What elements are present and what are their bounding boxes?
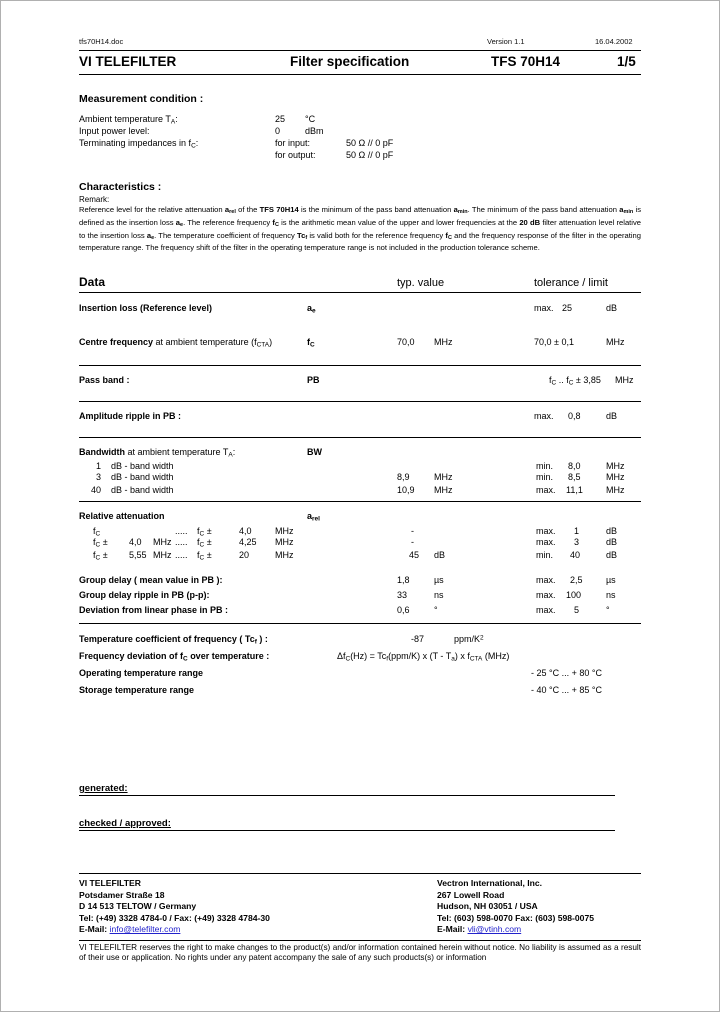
vectron-email-label: E-Mail: bbox=[437, 924, 468, 935]
centre-frequency-typ-value: 70,0 bbox=[397, 336, 415, 347]
title-bar bbox=[79, 51, 641, 74]
table-row-storage-temperature bbox=[79, 685, 641, 702]
bandwidth-40db-tol-unit: MHz bbox=[606, 484, 625, 495]
bandwidth-1db-tol-value: 8,0 bbox=[568, 460, 581, 471]
frequency-deviation-label: Frequency deviation of $f_C$ over temperature : bbox=[79, 650, 270, 663]
linear-phase-deviation-tol-unit: ° bbox=[606, 604, 610, 615]
bandwidth-label: Bandwidth at ambient temperature $T_A$: bbox=[79, 446, 236, 459]
characteristics-heading: Characteristics : bbox=[79, 181, 162, 193]
rel-att-2-start-unit: MHz bbox=[153, 536, 172, 547]
table-row-group-delay-mean bbox=[79, 575, 641, 590]
impedance-output-value: 50 Ω // 0 pF bbox=[346, 150, 394, 160]
table-row-temperature-coefficient bbox=[79, 634, 641, 651]
rel-att-3-start-unit: MHz bbox=[153, 549, 172, 560]
bandwidth-3db-tol-unit: MHz bbox=[606, 471, 625, 482]
telefilter-email-label: E-Mail: bbox=[79, 924, 110, 935]
frequency-deviation-formula: $\Delta f_C(Hz) = Tc_f(ppm/K)$ x $(T - T_a)$ x $f_{CTA}$ (MHz) bbox=[337, 650, 510, 663]
measurement-row-impedance-input bbox=[79, 137, 641, 149]
group-delay-ripple-tol-unit: ns bbox=[606, 589, 616, 600]
vectron-email-row bbox=[437, 924, 594, 936]
linear-phase-deviation-typ-unit: ° bbox=[434, 604, 438, 615]
remark-label: Remark: bbox=[79, 195, 110, 204]
bandwidth-3db-index: 3 bbox=[95, 471, 101, 482]
bandwidth-3db-label: dB - band width bbox=[111, 471, 174, 482]
group-delay-mean-typ-value: 1,8 bbox=[397, 574, 410, 585]
operating-temperature-label: Operating temperature range bbox=[79, 667, 204, 678]
model-number: TFS 70H14 bbox=[491, 54, 561, 69]
amplitude-ripple-tol-value: 0,8 bbox=[568, 410, 581, 421]
group-delay-mean-typ-unit: µs bbox=[434, 574, 444, 585]
rel-att-3-end-unit: MHz bbox=[275, 549, 294, 560]
ambient-temperature-unit: °C bbox=[305, 114, 316, 124]
rel-att-3-dots: ..... bbox=[175, 549, 188, 560]
telefilter-name: VI TELEFILTER bbox=[79, 877, 141, 888]
table-row-bandwidth-3db bbox=[79, 472, 641, 485]
table-row-operating-temperature bbox=[79, 668, 641, 685]
table-row-insertion-loss bbox=[79, 293, 641, 329]
bandwidth-40db-tol-value: 11,1 bbox=[566, 484, 583, 495]
group-delay-ripple-tol-qualifier: max. bbox=[536, 589, 556, 600]
rel-att-3-typ-value: 45 bbox=[409, 549, 420, 560]
footer-address-vectron bbox=[437, 878, 594, 936]
rel-att-3-start-value: 5,55 bbox=[129, 549, 147, 560]
vectron-street: 267 Lowell Road bbox=[437, 889, 505, 900]
remark-body: Reference level for the relative attenuation $a_{rel}$ of the TFS 70H14 is the minimum of the pass band attenuation $a_{min}$. The minimum of the pass band attenuation $a_{min}$ is defined as the insertion loss $a_e$. The reference frequency $f_C$ is the arithmetic mean value of the upper and lower frequencies at the 20 dB filter attenuation level relative to the insertion loss $a_e$. The temperature coefficient of frequency $Tc_f$ is valid both for the reference frequency $f_C$ and the frequency response of the filter in the operating temperature range. The frequency shift of the filter in the operating temperature range is not included in the production tolerance scheme. bbox=[79, 205, 642, 253]
table-row-centre-frequency bbox=[79, 329, 641, 361]
table-row-rel-att-2 bbox=[79, 537, 641, 550]
temperature-coefficient-label: Temperature coefficient of frequency ( $Tc_f$ ) : bbox=[79, 633, 268, 646]
column-header-tolerance: tolerance / limit bbox=[534, 276, 608, 289]
group-delay-ripple-label: Group delay ripple in PB (p-p): bbox=[79, 589, 210, 600]
bandwidth-40db-tol-qualifier: max. bbox=[536, 484, 556, 495]
bandwidth-40db-index: 40 bbox=[90, 484, 101, 495]
data-table bbox=[79, 275, 641, 702]
table-row-bandwidth-40db bbox=[79, 485, 641, 498]
rel-att-2-tol-unit: dB bbox=[606, 536, 618, 547]
bandwidth-3db-typ-unit: MHz bbox=[434, 471, 453, 482]
rel-att-2-start-value: 4,0 bbox=[129, 536, 142, 547]
document-type-title: Filter specification bbox=[290, 54, 410, 69]
insertion-loss-tol-unit: dB bbox=[606, 302, 618, 313]
rel-att-3-tol-value: 40 bbox=[570, 549, 581, 560]
vectron-email-link[interactable]: vli@vtinh.com bbox=[467, 924, 522, 935]
operating-temperature-value: - 25 °C ... + 80 °C bbox=[531, 667, 602, 678]
centre-frequency-tol-value: 70,0 ± 0,1 bbox=[534, 336, 574, 347]
rel-att-1-tol-unit: dB bbox=[606, 525, 618, 536]
relative-attenuation-symbol: $a_{rel}$ bbox=[307, 510, 320, 523]
table-row-bandwidth-1db bbox=[79, 461, 641, 472]
bandwidth-40db-label: dB - band width bbox=[111, 484, 174, 495]
divider-after-group-delay bbox=[79, 623, 641, 624]
measurement-row-ambient bbox=[79, 113, 641, 125]
divider-after-amplitude-ripple bbox=[79, 437, 641, 438]
measurement-row-power bbox=[79, 125, 641, 137]
header-divider-bottom bbox=[79, 74, 641, 75]
temperature-coefficient-value: -87 bbox=[411, 633, 425, 644]
page-footer bbox=[79, 873, 641, 964]
document-date: 16.04.2002 bbox=[595, 37, 633, 46]
group-delay-ripple-typ-unit: ns bbox=[434, 589, 444, 600]
rel-att-1-fc-end: $f_C$ ± bbox=[197, 525, 212, 538]
storage-temperature-label: Storage temperature range bbox=[79, 684, 195, 695]
rel-att-1-end-unit: MHz bbox=[275, 525, 294, 536]
rel-att-1-tol-value: 1 bbox=[574, 525, 580, 536]
rel-att-2-fc-end: $f_C$ ± bbox=[197, 536, 212, 549]
signoff-section bbox=[79, 774, 641, 831]
impedance-label: Terminating impedances in $f_C$: bbox=[79, 138, 199, 150]
telefilter-email-link[interactable]: info@telefilter.com bbox=[109, 924, 181, 935]
rel-att-2-typ-value: - bbox=[411, 536, 414, 547]
divider-after-bandwidth bbox=[79, 501, 641, 502]
centre-frequency-typ-unit: MHz bbox=[434, 336, 453, 347]
rel-att-2-tol-qualifier: max. bbox=[536, 536, 556, 547]
input-power-unit: dBm bbox=[305, 126, 324, 136]
table-row-linear-phase-deviation bbox=[79, 605, 641, 620]
measurement-conditions-table bbox=[79, 113, 641, 161]
bandwidth-3db-typ-value: 8,9 bbox=[397, 471, 410, 482]
rel-att-3-tol-unit: dB bbox=[606, 549, 618, 560]
data-table-header bbox=[79, 275, 641, 292]
brand-name: VI TELEFILTER bbox=[79, 54, 177, 69]
telefilter-email-row bbox=[79, 924, 270, 936]
telefilter-city: D 14 513 TELTOW / Germany bbox=[79, 901, 197, 912]
bandwidth-40db-typ-unit: MHz bbox=[434, 484, 453, 495]
vectron-phone: Tel: (603) 598-0070 Fax: (603) 598-0075 bbox=[437, 912, 595, 923]
table-group-bandwidth bbox=[79, 447, 641, 498]
rel-att-3-tol-qualifier: min. bbox=[536, 549, 554, 560]
signoff-generated[interactable] bbox=[79, 774, 641, 796]
amplitude-ripple-label: Amplitude ripple in PB : bbox=[79, 410, 182, 421]
rel-att-1-dots: ..... bbox=[175, 525, 188, 536]
column-header-typical: typ. value bbox=[397, 276, 445, 289]
linear-phase-deviation-typ-value: 0,6 bbox=[397, 604, 410, 615]
column-header-data: Data bbox=[79, 274, 106, 289]
pass-band-tol-unit: MHz bbox=[615, 374, 634, 385]
bandwidth-3db-tol-qualifier: min. bbox=[536, 471, 554, 482]
insertion-loss-symbol: $a_e$ bbox=[307, 302, 316, 315]
rel-att-3-fc-end: $f_C$ ± bbox=[197, 549, 212, 562]
footer-address-telefilter bbox=[79, 878, 270, 936]
bandwidth-40db-typ-value: 10,9 bbox=[397, 484, 415, 495]
checked-signature-line[interactable] bbox=[79, 830, 615, 831]
measurement-heading: Measurement condition : bbox=[79, 93, 204, 105]
bandwidth-1db-tol-unit: MHz bbox=[606, 460, 625, 471]
rel-att-3-typ-unit: dB bbox=[434, 549, 446, 560]
insertion-loss-tol-value: 25 bbox=[562, 302, 573, 313]
vectron-city: Hudson, NH 03051 / USA bbox=[437, 901, 538, 912]
linear-phase-deviation-tol-qualifier: max. bbox=[536, 604, 556, 615]
rel-att-3-end-value: 20 bbox=[239, 549, 250, 560]
bandwidth-symbol: BW bbox=[307, 446, 322, 457]
input-power-value: 0 bbox=[275, 126, 281, 136]
rel-att-2-end-value: 4,25 bbox=[239, 536, 257, 547]
bandwidth-1db-label: dB - band width bbox=[111, 460, 174, 471]
impedance-input-value: 50 Ω // 0 pF bbox=[346, 138, 394, 148]
table-row-group-delay-ripple bbox=[79, 590, 641, 605]
impedance-output-port: for output: bbox=[275, 150, 316, 160]
ambient-temperature-value: 25 bbox=[275, 114, 286, 124]
signoff-checked[interactable] bbox=[79, 809, 641, 831]
amplitude-ripple-tol-unit: dB bbox=[606, 410, 618, 421]
checked-approved-label: checked / approved: bbox=[79, 817, 171, 829]
table-group-group-delay bbox=[79, 575, 641, 620]
group-delay-mean-label: Group delay ( mean value in PB ): bbox=[79, 574, 223, 585]
rel-att-1-typ-value: - bbox=[411, 525, 414, 536]
rel-att-2-dots: ..... bbox=[175, 536, 188, 547]
rel-att-1-fc-start: $f_C$ bbox=[93, 525, 101, 538]
rel-att-1-end-value: 4,0 bbox=[239, 525, 252, 536]
group-delay-ripple-typ-value: 33 bbox=[397, 589, 408, 600]
table-row-rel-att-1 bbox=[79, 526, 641, 537]
page-number: 1/5 bbox=[617, 54, 636, 69]
relative-attenuation-group-header bbox=[79, 511, 641, 526]
bandwidth-1db-index: 1 bbox=[95, 460, 101, 471]
group-delay-mean-tol-unit: µs bbox=[606, 574, 616, 585]
table-group-temperature bbox=[79, 634, 641, 702]
insertion-loss-label: Insertion loss (Reference level) bbox=[79, 302, 213, 313]
impedance-input-port: for input: bbox=[275, 138, 311, 148]
linear-phase-deviation-tol-value: 5 bbox=[574, 604, 580, 615]
centre-frequency-tol-unit: MHz bbox=[606, 336, 625, 347]
telefilter-street: Potsdamer Straße 18 bbox=[79, 889, 165, 900]
ambient-temperature-label: Ambient temperature $T_A$: bbox=[79, 114, 178, 126]
pass-band-label: Pass band : bbox=[79, 374, 130, 385]
linear-phase-deviation-label: Deviation from linear phase in PB : bbox=[79, 604, 229, 615]
amplitude-ripple-tol-qualifier: max. bbox=[534, 410, 554, 421]
page-content bbox=[79, 37, 641, 964]
input-power-label: Input power level: bbox=[79, 126, 150, 136]
group-delay-mean-tol-qualifier: max. bbox=[536, 574, 556, 585]
rel-att-2-tol-value: 3 bbox=[574, 536, 580, 547]
temperature-coefficient-unit: ppm/$K^2$ bbox=[454, 633, 484, 644]
legal-disclaimer: VI TELEFILTER reserves the right to make changes to the product(s) and/or information contained herein without notice. No liability is assumed as a result of their use or application. No rights under any patent accompany the sale of any such products(s) or information bbox=[79, 942, 641, 963]
generated-signature-line[interactable] bbox=[79, 795, 615, 796]
centre-frequency-label: Centre frequency at ambient temperature $(f_{CTA})$ bbox=[79, 336, 273, 349]
rel-att-2-end-unit: MHz bbox=[275, 536, 294, 547]
table-row-frequency-deviation bbox=[79, 651, 641, 668]
document-filename: tfs70H14.doc bbox=[79, 37, 124, 46]
insertion-loss-tol-qualifier: max. bbox=[534, 302, 554, 313]
group-delay-mean-tol-value: 2,5 bbox=[570, 574, 583, 585]
table-group-relative-attenuation bbox=[79, 511, 641, 563]
rel-att-1-tol-qualifier: max. bbox=[536, 525, 556, 536]
group-delay-ripple-tol-value: 100 bbox=[566, 589, 582, 600]
generated-label: generated: bbox=[79, 782, 128, 794]
pass-band-symbol: PB bbox=[307, 374, 320, 385]
document-meta bbox=[79, 37, 641, 50]
storage-temperature-value: - 40 °C ... + 85 °C bbox=[531, 684, 602, 695]
bandwidth-group-header bbox=[79, 447, 641, 461]
pass-band-tol-value: $f_C$ .. $f_C \pm 3,85$ bbox=[549, 374, 601, 387]
document-version: Version 1.1 bbox=[487, 37, 525, 46]
footer-addresses bbox=[79, 874, 641, 940]
table-row-rel-att-3 bbox=[79, 550, 641, 563]
table-row-pass-band bbox=[79, 366, 641, 399]
bandwidth-3db-tol-value: 8,5 bbox=[568, 471, 581, 482]
measurement-row-impedance-output bbox=[79, 149, 641, 161]
rel-att-2-fc-start: $f_C$ ± bbox=[93, 536, 108, 549]
table-row-amplitude-ripple bbox=[79, 402, 641, 435]
bandwidth-1db-tol-qualifier: min. bbox=[536, 460, 554, 471]
vectron-name: Vectron International, Inc. bbox=[437, 877, 543, 888]
telefilter-phone: Tel: (+49) 3328 4784-0 / Fax: (+49) 3328 4784-30 bbox=[79, 912, 270, 923]
relative-attenuation-label: Relative attenuation bbox=[79, 510, 165, 521]
rel-att-3-fc-start: $f_C$ ± bbox=[93, 549, 108, 562]
centre-frequency-symbol: $f_C$ bbox=[307, 336, 315, 349]
